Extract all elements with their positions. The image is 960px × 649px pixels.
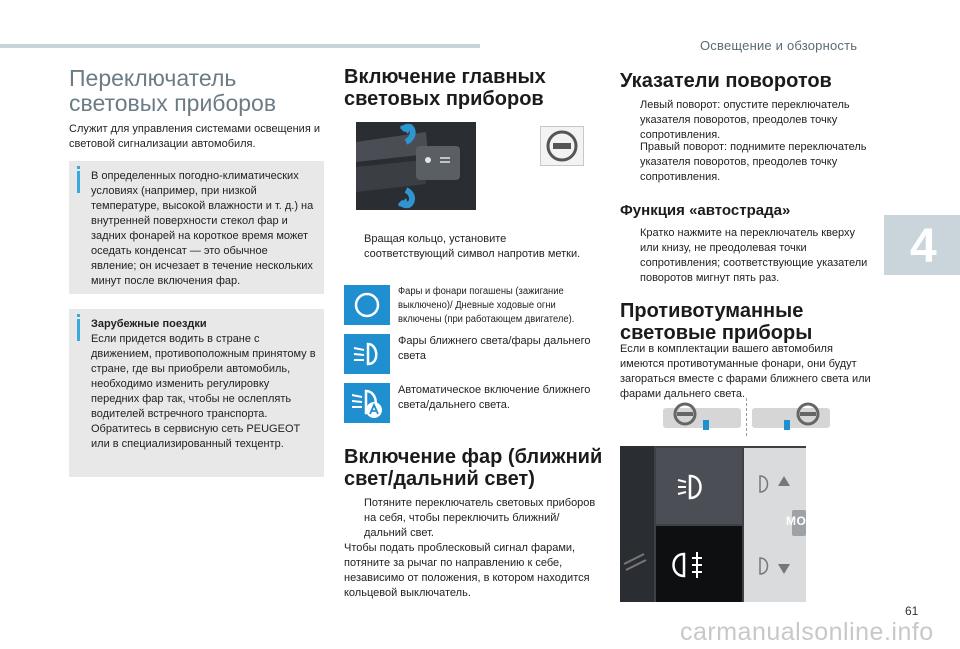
fog-switch-photo — [620, 446, 824, 602]
chapter-tab — [884, 215, 960, 275]
mode-off-text: Фары и фонари погашены (зажигание выключено)/ Дневные ходовые огни включены (при работающем двигателе). — [398, 286, 575, 325]
lights-off-icon — [344, 285, 390, 325]
instruction-pull-stalk: Потяните переключатель световых приборов на себя, чтобы переключить ближний/дальний свет. — [364, 497, 596, 539]
steering-wheel-left-diagram — [663, 400, 741, 434]
chapter-title: Освещение и обзорность — [700, 38, 858, 53]
info-icon — [77, 314, 80, 317]
steering-wheel-thumbnail — [540, 126, 584, 166]
section-title-beam-switch: Включение фар (ближний свет/дальний свет) — [344, 446, 603, 490]
header-rule — [0, 44, 480, 48]
column-main-lights — [344, 66, 599, 110]
column-light-switch — [69, 66, 324, 152]
mode-auto-text: Автоматическое включение ближнего света/дальнего света. — [398, 384, 591, 411]
low-beam-icon — [344, 334, 390, 374]
info-box-condensation — [69, 161, 324, 294]
instruction-left-turn: Левый поворот: опустите переключатель указателя поворотов, преодолев точку сопротивления. — [640, 99, 850, 141]
section-title: Переключатель световых приборов — [69, 65, 277, 116]
info-box-travel-abroad — [69, 309, 324, 477]
instruction-right-turn: Правый поворот: поднимите переключатель указателя поворотов, преодолев точку сопротивления. — [640, 141, 867, 183]
info-text: В определенных погодно-климатических условиях (например, при низкой температуре, высокой влажности и т. д.) на внутренней поверхности стекол фар и задних фонарей на короткое время может оседать конденсат — это обычное явление; он исчезает в течение нескольких минут после включения фар. — [91, 170, 314, 287]
light-stalk-photo — [356, 122, 476, 210]
page-number: 61 — [905, 604, 919, 618]
mode-beam-text: Фары ближнего света/фары дальнего света — [398, 335, 591, 362]
intro-text: Служит для управления системами освещения и световой сигнализации автомобиля. — [69, 123, 320, 150]
instruction-highway: Кратко нажмите на переключатель кверху или книзу, не преодолевая точки сопротивления; соответствующие указатели поворотов мигнут пять раз. — [640, 227, 868, 284]
section-title-indicators: Указатели поворотов — [620, 70, 832, 92]
chapter-number: 4 — [910, 220, 937, 273]
fog-text: Если в комплектации вашего автомобиля имеются противотуманные фонари, они будут загораться вместе с фарами ближнего света или фарами дальнего света. — [620, 343, 871, 400]
steering-wheel-right-diagram — [752, 400, 830, 434]
section-title: Включение главных световых приборов — [344, 66, 546, 110]
diagram-divider — [746, 398, 747, 436]
watermark: carmanualsonline.info — [680, 618, 934, 646]
instruction-rotate-ring: Вращая кольцо, установите соответствующий символ напротив метки. — [364, 233, 581, 260]
info-icon-bar — [77, 171, 80, 193]
info-icon-bar — [77, 319, 80, 341]
flash-text: Чтобы подать проблесковый сигнал фарами, потяните за рычаг по направлению к себе, независимо от положения, в котором находится кольцевой выключатель. — [344, 542, 590, 599]
info-text: Если придется водить в стране с движением, противоположным принятому в стране, где вы приобрели автомобиль, необходимо изменить регулировку передних фар так, чтобы не ослеплять водителей встречного транспорта. Обратитесь в сервисную сеть PEUGEOT или в специализированный техцентр. — [91, 333, 316, 450]
section-title-fog: Противотуманные световые приборы — [620, 300, 813, 344]
auto-lights-icon — [344, 383, 390, 423]
section-title-highway: Функция «автострада» — [620, 202, 791, 219]
info-title: Зарубежные поездки — [91, 318, 207, 330]
mode-button: MODE — [786, 514, 824, 528]
info-icon — [77, 166, 80, 169]
